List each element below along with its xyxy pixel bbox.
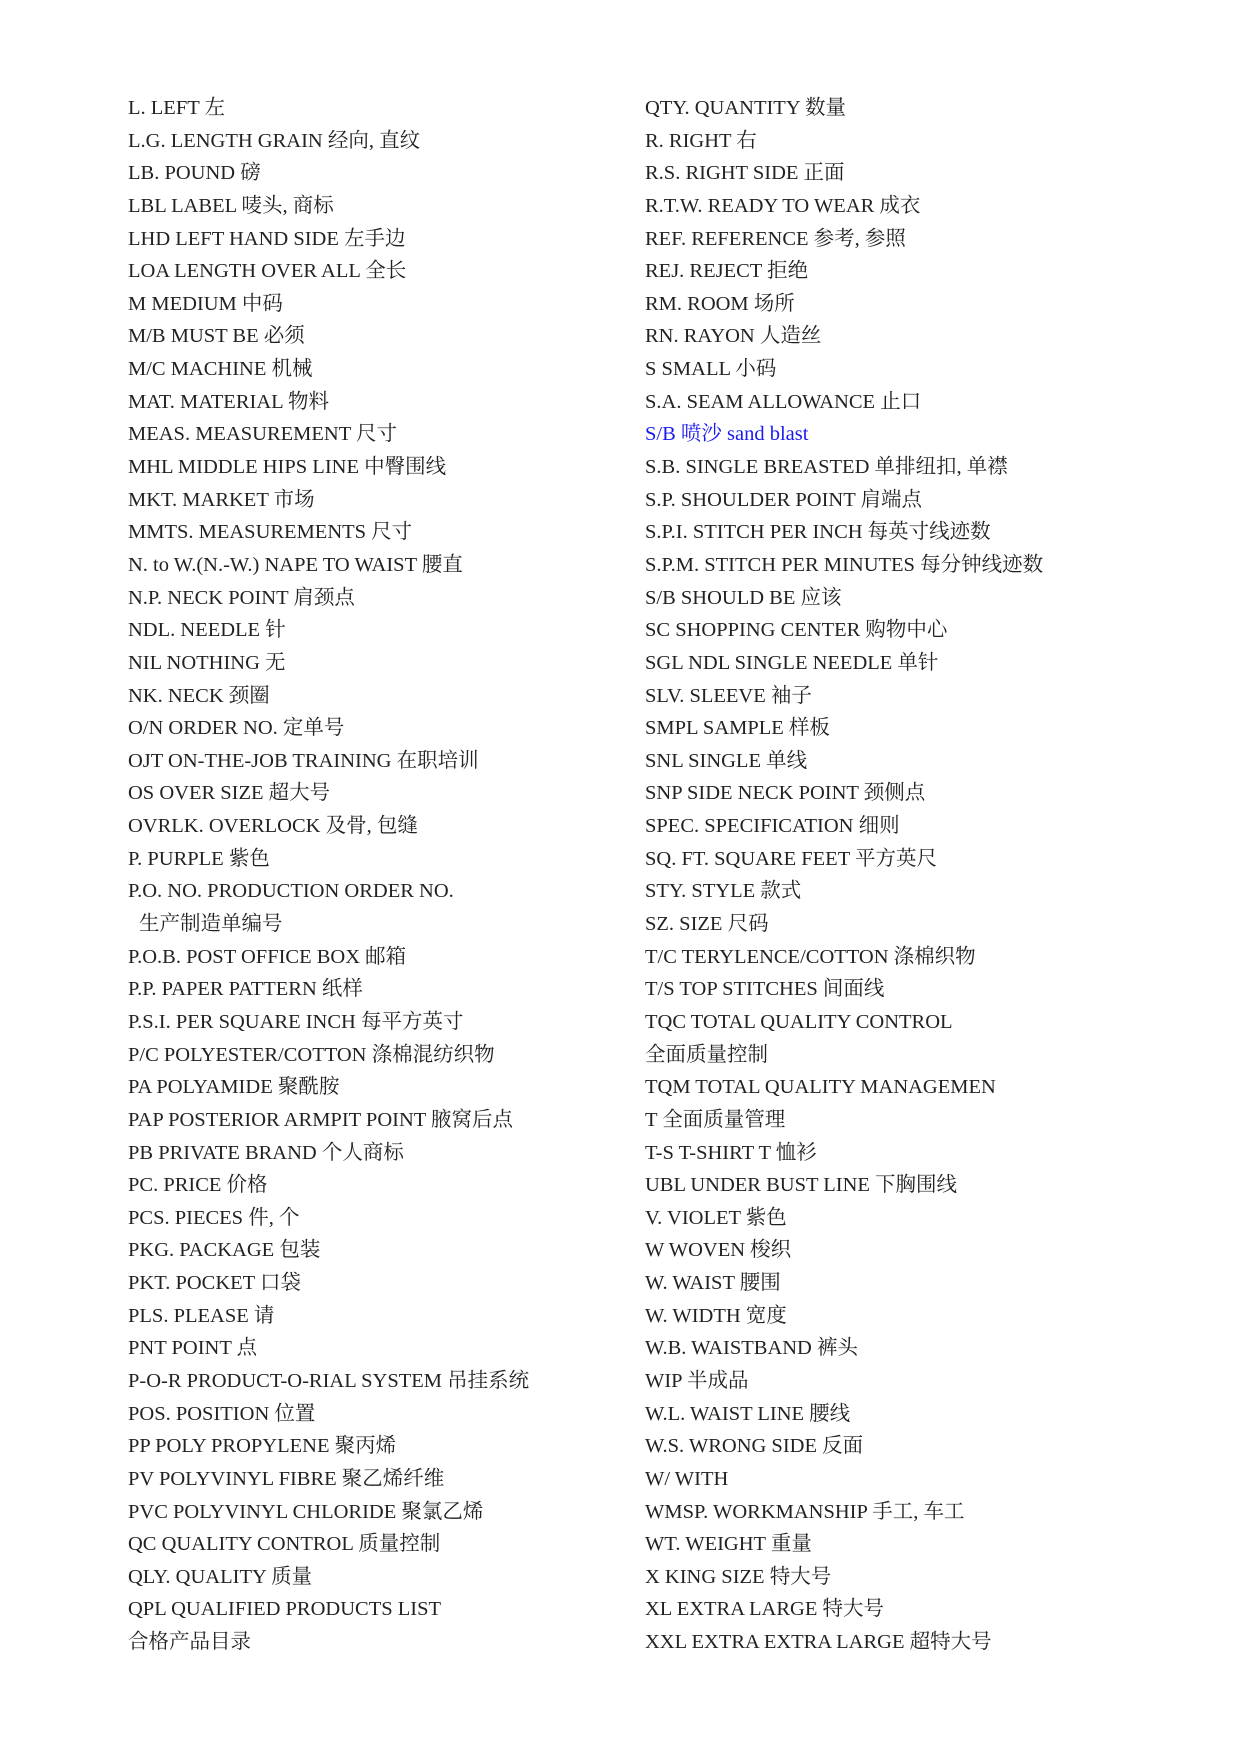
- glossary-entry-continuation: 合格产品目录: [128, 1631, 251, 1654]
- glossary-entry: W/ WITH: [645, 1467, 729, 1490]
- glossary-entry: PB PRIVATE BRAND 个人商标: [128, 1141, 404, 1164]
- glossary-entry: QC QUALITY CONTROL 质量控制: [128, 1533, 441, 1556]
- glossary-entry: NIL NOTHING 无: [128, 651, 286, 674]
- glossary-entry: S.P. SHOULDER POINT 肩端点: [645, 488, 922, 511]
- glossary-entry: PCS. PIECES 件, 个: [128, 1206, 300, 1229]
- glossary-entry: W.S. WRONG SIDE 反面: [645, 1435, 864, 1458]
- glossary-entry: RM. ROOM 场所: [645, 292, 795, 315]
- glossary-entry: WT. WEIGHT 重量: [645, 1533, 812, 1556]
- glossary-entry: T/C TERYLENCE/COTTON 涤棉织物: [645, 945, 976, 968]
- glossary-entry: SNL SINGLE 单线: [645, 749, 808, 772]
- glossary-entry: S.P.M. STITCH PER MINUTES 每分钟线迹数: [645, 553, 1044, 576]
- glossary-entry: PA POLYAMIDE 聚酰胺: [128, 1076, 340, 1099]
- glossary-entry: SGL NDL SINGLE NEEDLE 单针: [645, 651, 939, 674]
- glossary-entry: XL EXTRA LARGE 特大号: [645, 1598, 884, 1621]
- glossary-entry: PP POLY PROPYLENE 聚丙烯: [128, 1435, 397, 1458]
- glossary-entry: MEAS. MEASUREMENT 尺寸: [128, 423, 397, 446]
- glossary-entry: V. VIOLET 紫色: [645, 1206, 787, 1229]
- glossary-entry: STY. STYLE 款式: [645, 880, 802, 903]
- glossary-entry-continuation: T 全面质量管理: [645, 1108, 786, 1131]
- glossary-entry: SMPL SAMPLE 样板: [645, 717, 830, 740]
- glossary-entry: MKT. MARKET 市场: [128, 488, 315, 511]
- glossary-entry: M/B MUST BE 必须: [128, 325, 305, 348]
- glossary-entry: L.G. LENGTH GRAIN 经向, 直纹: [128, 129, 421, 152]
- glossary-entry: P.O. NO. PRODUCTION ORDER NO.: [128, 880, 454, 903]
- glossary-entry: LB. POUND 磅: [128, 162, 261, 185]
- glossary-entry: POS. POSITION 位置: [128, 1402, 316, 1425]
- glossary-entry: PAP POSTERIOR ARMPIT POINT 腋窝后点: [128, 1108, 514, 1131]
- glossary-entry: OJT ON-THE-JOB TRAINING 在职培训: [128, 749, 479, 772]
- glossary-entry: S.A. SEAM ALLOWANCE 止口: [645, 390, 922, 413]
- glossary-entry: SZ. SIZE 尺码: [645, 913, 769, 936]
- glossary-entry: O/N ORDER NO. 定单号: [128, 717, 345, 740]
- glossary-entry: W WOVEN 梭织: [645, 1239, 792, 1262]
- glossary-entry: N. to W.(N.-W.) NAPE TO WAIST 腰直: [128, 553, 463, 576]
- glossary-entry: P/C POLYESTER/COTTON 涤棉混纺织物: [128, 1043, 495, 1066]
- glossary-entry: P.P. PAPER PATTERN 纸样: [128, 978, 363, 1001]
- glossary-entry: W. WAIST 腰围: [645, 1272, 781, 1295]
- glossary-entry: LOA LENGTH OVER ALL 全长: [128, 260, 407, 283]
- glossary-entry: LBL LABEL 唛头, 商标: [128, 194, 334, 217]
- glossary-entry: R. RIGHT 右: [645, 129, 757, 152]
- glossary-entry: PKT. POCKET 口袋: [128, 1272, 301, 1295]
- glossary-entry: P.O.B. POST OFFICE BOX 邮箱: [128, 945, 407, 968]
- glossary-entry: R.T.W. READY TO WEAR 成衣: [645, 194, 921, 217]
- glossary-entry: QPL QUALIFIED PRODUCTS LIST: [128, 1598, 442, 1621]
- glossary-entry: OVRLK. OVERLOCK 及骨, 包缝: [128, 815, 418, 838]
- glossary-entry: R.S. RIGHT SIDE 正面: [645, 162, 845, 185]
- glossary-entry: MHL MIDDLE HIPS LINE 中臀围线: [128, 456, 447, 479]
- glossary-entry: W. WIDTH 宽度: [645, 1304, 787, 1327]
- glossary-entry: S/B 喷沙 sand blast: [645, 423, 809, 446]
- glossary-entry: W.B. WAISTBAND 裤头: [645, 1337, 858, 1360]
- glossary-entry: P-O-R PRODUCT-O-RIAL SYSTEM 吊挂系统: [128, 1369, 530, 1392]
- glossary-entry: SC SHOPPING CENTER 购物中心: [645, 619, 948, 642]
- glossary-entry: XXL EXTRA EXTRA LARGE 超特大号: [645, 1631, 992, 1654]
- glossary-entry: S.B. SINGLE BREASTED 单排纽扣, 单襟: [645, 456, 1008, 479]
- glossary-entry: SQ. FT. SQUARE FEET 平方英尺: [645, 847, 937, 870]
- glossary-entry: X KING SIZE 特大号: [645, 1565, 832, 1588]
- glossary-entry: NK. NECK 颈圈: [128, 684, 270, 707]
- glossary-entry: QLY. QUALITY 质量: [128, 1565, 313, 1588]
- glossary-entry: RN. RAYON 人造丝: [645, 325, 822, 348]
- glossary-entry: M/C MACHINE 机械: [128, 358, 313, 381]
- glossary-entry: TQC TOTAL QUALITY CONTROL: [645, 1010, 953, 1033]
- glossary-entry: UBL UNDER BUST LINE 下胸围线: [645, 1174, 958, 1197]
- glossary-entry: P. PURPLE 紫色: [128, 847, 270, 870]
- glossary-entry: P.S.I. PER SQUARE INCH 每平方英寸: [128, 1010, 464, 1033]
- glossary-column-right: [645, 92, 1165, 1659]
- glossary-entry: PC. PRICE 价格: [128, 1174, 268, 1197]
- glossary-entry: PNT POINT 点: [128, 1337, 258, 1360]
- glossary-entry: L. LEFT 左: [128, 97, 225, 119]
- glossary-entry: T/S TOP STITCHES 间面线: [645, 978, 885, 1001]
- glossary-entry: SLV. SLEEVE 袖子: [645, 684, 812, 707]
- glossary-entry: MAT. MATERIAL 物料: [128, 390, 330, 413]
- glossary-entry: PLS. PLEASE 请: [128, 1304, 275, 1327]
- glossary-entry: SNP SIDE NECK POINT 颈侧点: [645, 782, 926, 805]
- glossary-entry: OS OVER SIZE 超大号: [128, 782, 331, 805]
- glossary-entry: NDL. NEEDLE 针: [128, 619, 286, 642]
- glossary-entry-continuation: 生产制造单编号: [139, 913, 283, 936]
- glossary-entry-continuation: 全面质量控制: [645, 1043, 768, 1066]
- glossary-entry: M MEDIUM 中码: [128, 292, 283, 315]
- glossary-entry: S/B SHOULD BE 应该: [645, 586, 842, 609]
- glossary-entry: QTY. QUANTITY 数量: [645, 97, 846, 119]
- glossary-entry: LHD LEFT HAND SIDE 左手边: [128, 227, 406, 250]
- glossary-entry: S SMALL 小码: [645, 358, 777, 381]
- glossary-entry: SPEC. SPECIFICATION 细则: [645, 815, 900, 838]
- glossary-entry: S.P.I. STITCH PER INCH 每英寸线迹数: [645, 521, 991, 544]
- glossary-entry: T-S T-SHIRT T 恤衫: [645, 1141, 817, 1164]
- glossary-entry: PVC POLYVINYL CHLORIDE 聚氯乙烯: [128, 1500, 484, 1523]
- glossary-entry: WMSP. WORKMANSHIP 手工, 车工: [645, 1500, 965, 1523]
- glossary-entry: PKG. PACKAGE 包装: [128, 1239, 321, 1262]
- glossary-entry: PV POLYVINYL FIBRE 聚乙烯纤维: [128, 1467, 445, 1490]
- glossary-column-left: [128, 92, 628, 1659]
- glossary-entry: N.P. NECK POINT 肩颈点: [128, 586, 355, 609]
- glossary-entry: TQM TOTAL QUALITY MANAGEMEN: [645, 1076, 996, 1099]
- glossary-entry: REJ. REJECT 拒绝: [645, 260, 809, 283]
- glossary-entry: W.L. WAIST LINE 腰线: [645, 1402, 851, 1425]
- glossary-entry: REF. REFERENCE 参考, 参照: [645, 227, 906, 250]
- glossary-entry: MMTS. MEASUREMENTS 尺寸: [128, 521, 413, 544]
- glossary-entry: WIP 半成品: [645, 1369, 749, 1392]
